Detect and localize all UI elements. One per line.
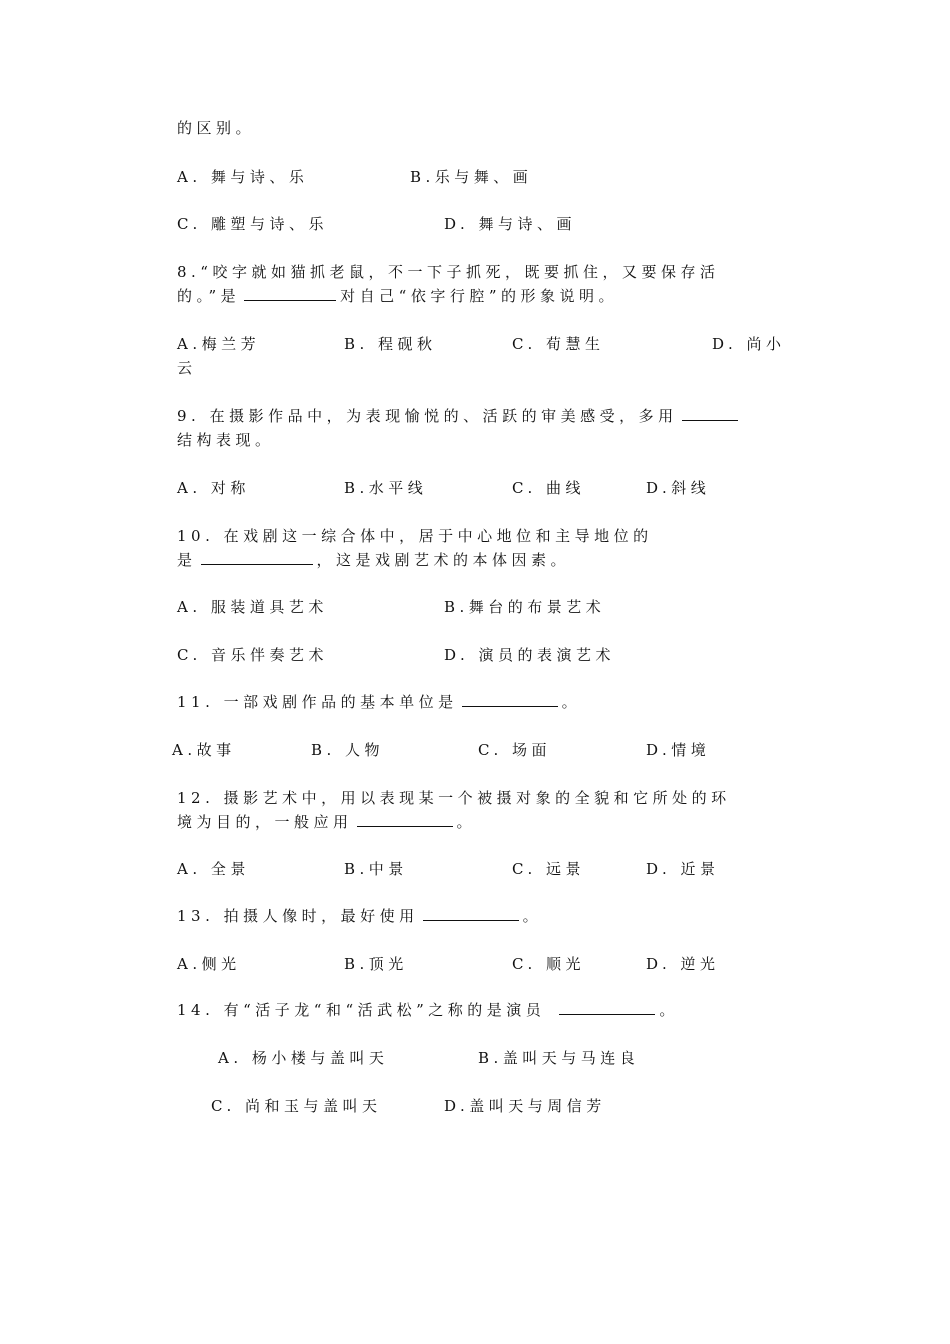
q11-stem	[177, 692, 581, 712]
q14-stem	[177, 1000, 679, 1020]
q8-answer-blank	[244, 286, 336, 301]
q13-answer-blank	[423, 906, 519, 921]
q13-stem-part1: 13. 拍摄人像时，最好使用	[177, 907, 419, 925]
q11-stem-part2: 。	[561, 693, 582, 711]
q10-answer-blank	[201, 550, 313, 565]
q7-option-a: A. 舞与诗、乐	[177, 168, 309, 186]
q10-option-b: B.舞台的布景艺术	[444, 598, 606, 616]
q9-stem-line2: 结构表现。	[177, 431, 275, 449]
q10-stem-part1: 是	[177, 551, 197, 569]
q12-option-a: A. 全景	[177, 860, 250, 878]
q14-stem-part2: 。	[659, 1001, 679, 1019]
q10-stem-line1: 10. 在戏剧这一综合体中，居于中心地位和主导地位的	[177, 527, 653, 545]
q8-stem-part1: 的。”是	[177, 287, 241, 305]
q9-stem-line1	[177, 406, 742, 426]
q8-option-d-wrap: 云	[177, 359, 197, 377]
q10-option-c: C. 音乐伴奏艺术	[177, 646, 328, 664]
q13-option-d: D. 逆光	[646, 955, 720, 973]
q10-option-a: A. 服装道具艺术	[177, 598, 328, 616]
q11-option-d: D.情境	[646, 741, 711, 759]
q13-stem	[177, 906, 542, 926]
q14-option-c: C. 尚和玉与盖叫天	[211, 1097, 382, 1115]
q14-option-b: B.盖叫天与马连良	[478, 1049, 640, 1067]
q11-option-b: B. 人物	[311, 741, 385, 759]
q7-option-d: D. 舞与诗、画	[444, 215, 577, 233]
q10-stem-line2	[177, 550, 570, 570]
q13-option-b: B.顶光	[344, 955, 408, 973]
q8-option-d: D. 尚小	[712, 335, 786, 353]
q13-option-a: A.侧光	[177, 955, 241, 973]
q8-option-a: A.梅兰芳	[177, 335, 261, 353]
q12-option-b: B.中景	[344, 860, 408, 878]
q9-option-d: D.斜线	[646, 479, 711, 497]
q13-stem-part2: 。	[522, 907, 543, 925]
q12-stem-part2: 。	[456, 813, 477, 831]
q12-stem-line1: 12. 摄影艺术中，用以表现某一个被摄对象的全貌和它所处的环	[177, 789, 731, 807]
q11-answer-blank	[462, 692, 558, 707]
q11-stem-part1: 11. 一部戏剧作品的基本单位是	[177, 693, 458, 711]
q7-option-c: C. 雕塑与诗、乐	[177, 215, 328, 233]
q8-stem-part2: 对自己“依字行腔”的形象说明。	[340, 287, 619, 305]
q12-stem-line2	[177, 812, 476, 832]
q8-stem-line1: 8.“咬字就如猫抓老鼠，不一下子抓死，既要抓住，又要保存活	[177, 263, 720, 281]
q13-option-c: C. 顺光	[512, 955, 585, 973]
q12-stem-part1: 境为目的，一般应用	[177, 813, 353, 831]
q12-option-d: D. 近景	[646, 860, 720, 878]
q9-option-a: A. 对称	[177, 479, 250, 497]
q10-option-d: D. 演员的表演艺术	[444, 646, 616, 664]
q14-stem-part1: 14. 有“活子龙“和“活武松”之称的是演员	[177, 1001, 546, 1019]
q12-answer-blank	[357, 812, 453, 827]
q9-option-b: B.水平线	[344, 479, 428, 497]
q12-option-c: C. 远景	[512, 860, 585, 878]
q14-option-a: A. 杨小楼与盖叫天	[218, 1049, 389, 1067]
q9-option-c: C. 曲线	[512, 479, 585, 497]
q8-stem-line2	[177, 286, 618, 306]
q14-option-d: D.盖叫天与周信芳	[444, 1097, 606, 1115]
q8-option-b: B. 程砚秋	[344, 335, 437, 353]
q11-option-c: C. 场面	[478, 741, 551, 759]
q10-stem-part2: ，这是戏剧艺术的本体因素。	[316, 551, 571, 569]
q14-answer-blank	[559, 1000, 655, 1015]
q9-stem-part1: 9. 在摄影作品中，为表现愉悦的、活跃的审美感受，多用	[177, 407, 678, 425]
q7-option-b: B.乐与舞、画	[410, 168, 533, 186]
q11-option-a: A.故事	[172, 741, 236, 759]
text-line: 的区别。	[177, 119, 256, 137]
q9-answer-blank	[682, 406, 738, 421]
q8-option-c: C. 荀慧生	[512, 335, 605, 353]
